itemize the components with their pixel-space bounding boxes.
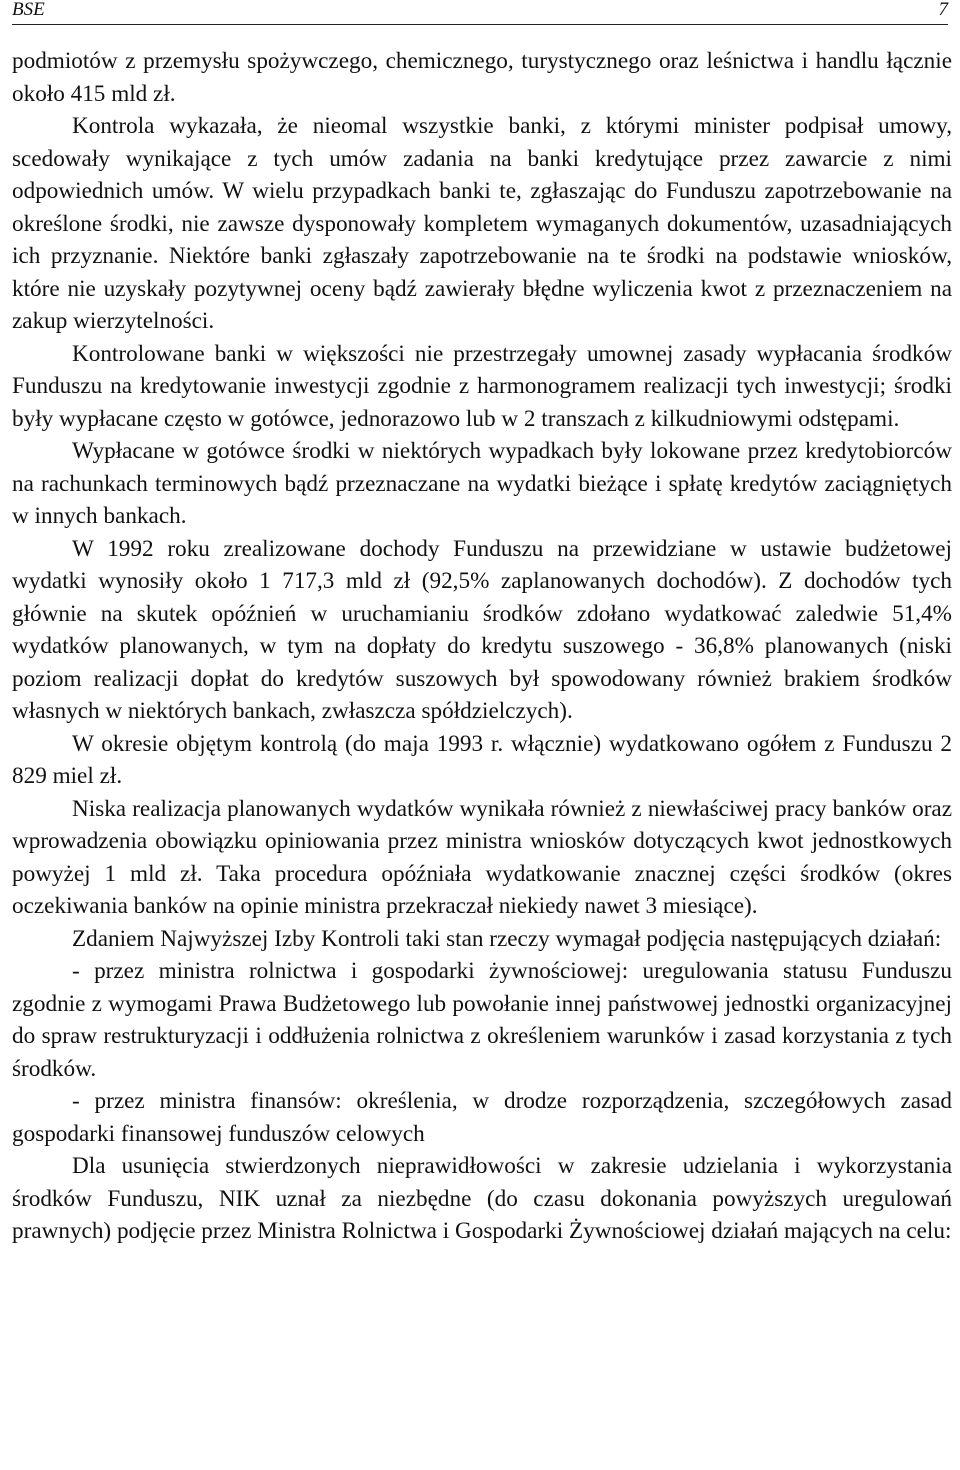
paragraph-low-realization: Niska realizacja planowanych wydatków wynikała również z niewłaściwej pracy banków oraz wprowadzenia obowiązku opiniowania przez ministra wniosków dotyczących kwot jednostkowych powyżej 1 mld zł. Taka procedura opóźniała wydatkowanie znacznej części środków (okres oczekiwania banków na opinie ministra przekraczał niekiedy nawet 3 miesiące). bbox=[12, 795, 952, 919]
running-header bbox=[12, 0, 948, 25]
header-publication-label: BSE bbox=[12, 0, 45, 20]
document-body bbox=[12, 45, 952, 1248]
paragraph-total-spending: W okresie objętym kontrolą (do maja 1993 r. włącznie) wydatkowano ogółem z Funduszu 2 829 miel zł. bbox=[12, 730, 952, 789]
paragraph-1992-income: W 1992 roku zrealizowane dochody Funduszu na przewidziane w ustawie budżetowej wydatki wynosiły około 1 717,3 mld zł (92,5% zaplanowanych dochodów). Z dochodów tych głównie na skutek opóźnień w uruchamianiu środków zdołano wydatkować zaledwie 51,4% wydatków planowanych, w tym na dopłaty do kredytu suszowego - 36,8% planowanych (niski poziom realizacji dopłat do kredytów suszowych był spowodowany również brakiem środków własnych w niektórych bankach, zwłaszcza spółdzielczych). bbox=[12, 535, 952, 724]
paragraph-nik-opinion: Zdaniem Najwyższej Izby Kontroli taki stan rzeczy wymagał podjęcia następujących działań: bbox=[72, 925, 942, 952]
paragraph-payout-rules: Kontrolowane banki w większości nie przestrzegały umownej zasady wypłacania środków Funduszu na kredytowanie inwestycji zgodnie z harmonogramem realizacji tych inwestycji; środki były wypłacane często w gotówce, jednorazowo lub w 2 transzach z kilkudniowymi odstępami. bbox=[12, 340, 952, 432]
paragraph-cash-usage: Wypłacane w gotówce środki w niektórych wypadkach były lokowane przez kredytobiorców na rachunkach terminowych bądź przeznaczane na wydatki bieżące i spłatę kredytów zaciągniętych w innych bankach. bbox=[12, 438, 952, 529]
paragraph-ministry-finance: - przez ministra finansów: określenia, w drodze rozporządzenia, szczegółowych zasad gospodarki finansowej funduszów celowych bbox=[12, 1088, 952, 1147]
paragraph-audit-findings: Kontrola wykazała, że nieomal wszystkie banki, z którymi minister podpisał umowy, scedowały wynikające z tych umów zadania na banki kredytujące przez zawarcie z nimi odpowiednich umów. W wielu przypadkach banki te, zgłaszając do Funduszu zapotrzebowanie na określone środki, nie zawsze dysponowały kompletem wymaganych dokumentów, uzasadniających ich przyznanie. Niektóre banki zgłaszały zapotrzebowanie na te środki na podstawie wniosków, które nie uzyskały pozytywnej oceny bądź zawierały błędne wyliczenia kwot z przeznaczeniem na zakup wierzytelności. bbox=[12, 113, 952, 334]
paragraph-continuation: podmiotów z przemysłu spożywczego, chemicznego, turystycznego oraz leśnictwa i handlu łącznie około 415 mld zł. bbox=[12, 48, 952, 107]
paragraph-ministry-agriculture: - przez ministra rolnictwa i gospodarki żywnościowej: uregulowania statusu Funduszu zgodnie z wymogami Prawa Budżetowego lub powołanie innej państwowej jednostki organizacyjnej do spraw restrukturyzacji i oddłużenia rolnictwa z określeniem warunków i zasad korzystania z tych środków. bbox=[12, 958, 952, 1082]
paragraph-remedial-actions: Dla usunięcia stwierdzonych nieprawidłowości w zakresie udzielania i wykorzystania środków Funduszu, NIK uznał za niezbędne (do czasu dokonania powyższych uregulowań prawnych) podjęcie przez Ministra Rolnictwa i Gospodarki Żywnościowej działań mających na celu: bbox=[12, 1153, 952, 1244]
page-number: 7 bbox=[938, 0, 948, 20]
